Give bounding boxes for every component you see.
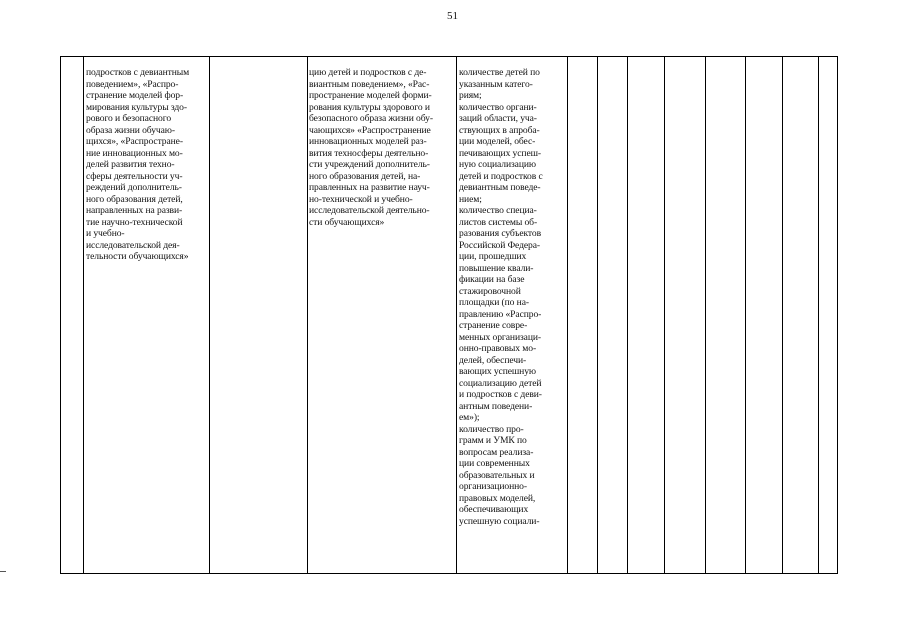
cell-line: вития техносферы деятельно-: [309, 147, 429, 159]
cell-line: ствующих в апроба-: [459, 124, 540, 136]
cell-line: риям;: [459, 90, 482, 101]
cell-line: тие научно-технической: [86, 216, 183, 228]
column-divider: [307, 57, 308, 573]
cell-line: исследовательской деятельно-: [309, 205, 430, 216]
cell-line: и учебно-: [86, 228, 125, 239]
cell-line: цию детей и подростков с де-: [309, 67, 427, 78]
cell-col-e: [459, 67, 543, 527]
column-divider: [456, 57, 457, 573]
cell-col-d: [309, 67, 433, 228]
table: [60, 56, 838, 574]
column-divider: [782, 57, 783, 573]
cell-line: безопасного образа жизни обу-: [309, 113, 433, 124]
cell-line: указанным катего-: [459, 78, 533, 90]
cell-line: правлению «Распро-: [459, 308, 542, 320]
cell-line: мирования культуры здо-: [86, 101, 187, 113]
cell-line: детей и подростков с: [459, 170, 543, 182]
cell-line: организационно-: [459, 481, 527, 492]
cell-line: подростков с девиантным: [86, 67, 190, 78]
cell-line: количество про-: [459, 423, 524, 435]
cell-line: рового и безопасного: [86, 113, 172, 124]
column-divider: [627, 57, 628, 573]
cell-line: странение моделей фор-: [86, 90, 184, 101]
cell-line: исследовательской дея-: [86, 239, 180, 251]
cell-line: образовательных и: [459, 469, 535, 481]
cell-line: печивающих успеш-: [459, 147, 541, 159]
cell-line: фикации на базе: [459, 274, 525, 285]
cell-line: успешную социали-: [459, 515, 540, 527]
cell-line: количество органи-: [459, 101, 537, 113]
cell-line: листов системы об-: [459, 216, 538, 228]
cell-line: повышение квали-: [459, 262, 534, 274]
cell-line: стажировочной: [459, 285, 521, 297]
cell-line: сти обучающихся»: [309, 216, 385, 228]
cell-line: ции, прошедших: [459, 251, 527, 262]
cell-line: чающихся» «Распространение: [309, 124, 431, 136]
cell-line: щихся», «Распростране-: [86, 136, 183, 147]
cell-line: социализацию детей: [459, 377, 542, 389]
cell-line: вопросам реализа-: [459, 446, 534, 458]
column-divider: [567, 57, 568, 573]
cell-line: девиантным поведе-: [459, 182, 541, 193]
cell-line: Российской Федера-: [459, 239, 540, 251]
cell-line: инновационных моделей раз-: [309, 136, 427, 147]
cell-line: заций области, уча-: [459, 113, 537, 124]
cell-line: ции моделей, обес-: [459, 136, 536, 147]
cell-line: правленных на развитие науч-: [309, 182, 430, 193]
cell-line: странение совре-: [459, 320, 528, 331]
cell-line: делей, обеспечи-: [459, 354, 527, 366]
cell-line: грамм и УМК по: [459, 435, 527, 446]
cell-line: количество специа-: [459, 205, 537, 216]
margin-mark: [0, 571, 6, 572]
cell-line: площадки (по на-: [459, 297, 529, 308]
cell-line: виантным поведением», «Рас-: [309, 78, 430, 90]
cell-line: направленных на разви-: [86, 205, 183, 216]
cell-line: ние инновационных мо-: [86, 147, 183, 159]
cell-line: реждений дополнитель-: [86, 182, 182, 193]
cell-line: и подростков с деви-: [459, 389, 542, 400]
column-divider: [664, 57, 665, 573]
column-divider: [83, 57, 84, 573]
column-divider: [705, 57, 706, 573]
cell-line: ного образования детей,: [86, 193, 183, 205]
cell-line: менных организаци-: [459, 331, 542, 343]
cell-line: онно-правовых мо-: [459, 343, 537, 354]
cell-line: обеспечивающих: [459, 504, 529, 515]
cell-line: но-технической и учебно-: [309, 193, 413, 205]
cell-line: антным поведени-: [459, 400, 533, 412]
cell-line: нием;: [459, 193, 482, 205]
column-divider: [818, 57, 819, 573]
cell-line: пространение моделей форми-: [309, 90, 432, 101]
cell-line: рования культуры здорового и: [309, 101, 430, 113]
cell-line: правовых моделей,: [459, 492, 536, 504]
column-divider: [209, 57, 210, 573]
cell-line: образа жизни обучаю-: [86, 124, 175, 136]
cell-line: тельности обучающихся»: [86, 251, 189, 262]
cell-line: вающих успешную: [459, 366, 536, 377]
column-divider: [745, 57, 746, 573]
page-number: 51: [447, 10, 458, 22]
cell-col-b: [86, 67, 189, 263]
cell-line: ного образования детей, на-: [309, 170, 421, 182]
cell-line: сти учреждений дополнитель-: [309, 159, 430, 170]
cell-line: количестве детей по: [459, 67, 540, 78]
cell-line: поведением», «Распро-: [86, 78, 179, 90]
cell-line: сферы деятельности уч-: [86, 170, 183, 182]
cell-line: ции современных: [459, 458, 530, 469]
column-divider: [597, 57, 598, 573]
cell-line: ную социализацию: [459, 159, 536, 170]
cell-line: разования субъектов: [459, 228, 542, 239]
cell-line: делей развития техно-: [86, 159, 175, 170]
cell-line: ем»);: [459, 412, 480, 423]
